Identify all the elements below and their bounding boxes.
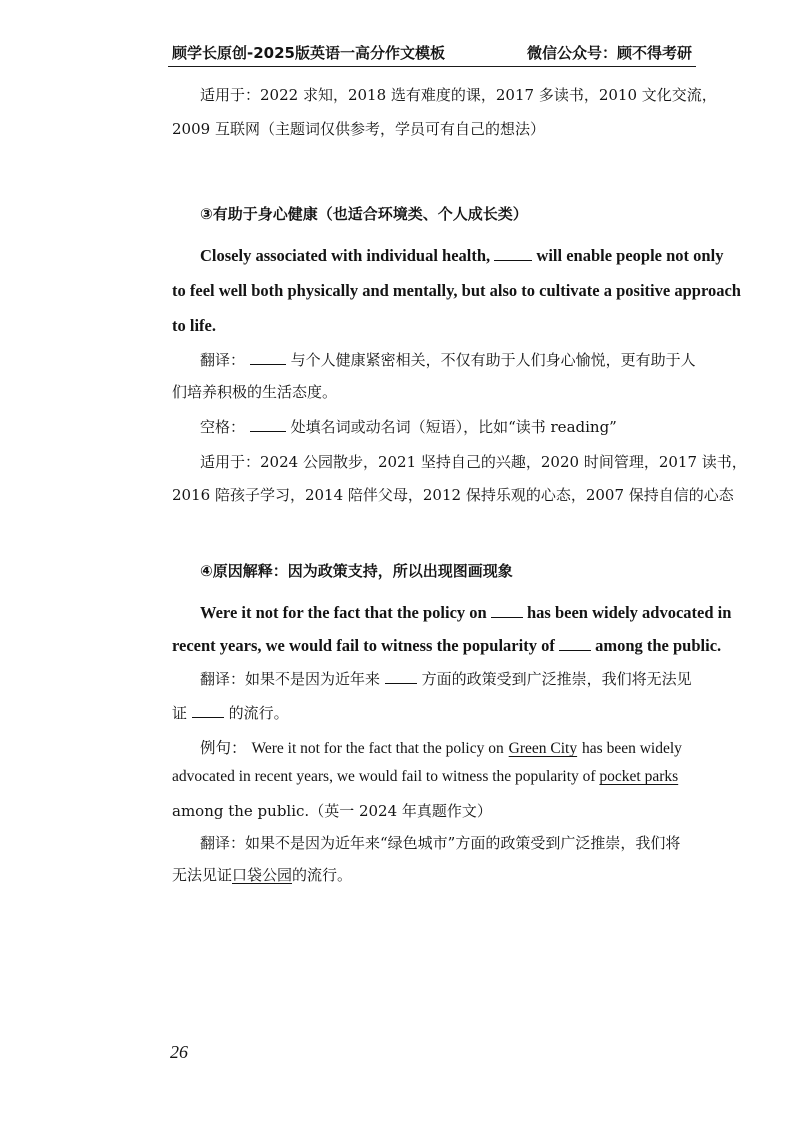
text-segment: Were it not for the fact that the policy on — [200, 603, 487, 622]
text-segment: 证 — [172, 704, 188, 722]
section-3-blank-note — [200, 416, 617, 437]
blank-line — [491, 616, 523, 618]
section-3-en-line-1 — [200, 246, 723, 266]
text-segment: among the public. — [595, 636, 722, 655]
page-header — [168, 36, 696, 67]
text-segment: 翻译：如果不是因为近年来 — [200, 670, 381, 688]
text-segment: Closely associated with individual health, — [200, 246, 491, 265]
section-4-en-line-2 — [172, 636, 721, 656]
section-3-en-line-2: to feel well both physically and mentally, but also to cultivate a positive approach — [172, 281, 741, 300]
text-segment: has been widely — [582, 740, 682, 757]
underlined-phrase: pocket parks — [599, 768, 679, 785]
blank-line — [559, 649, 591, 651]
section-3-en-line-3: to life. — [172, 316, 216, 335]
section-4-example-line-1 — [200, 736, 682, 758]
section-4-heading: ④原因解释：因为政策支持，所以出现图画现象 — [200, 562, 513, 580]
text-segment: Were it not for the fact that the policy on — [251, 740, 504, 757]
section-4-example-translation-1: 翻译：如果不是因为近年来“绿色城市”方面的政策受到广泛推崇，我们将 — [200, 834, 681, 852]
section-4-en-line-1 — [200, 603, 731, 623]
text-segment: has been widely advocated in — [526, 603, 732, 622]
text-segment: 方面的政策受到广泛推崇，我们将无法见 — [421, 670, 692, 688]
translation-label: 翻译： — [200, 351, 246, 369]
section-4-translation-2 — [172, 702, 289, 723]
header-wechat: 微信公众号：顾不得考研 — [526, 44, 692, 62]
section-3-heading: ③有助于身心健康（也适合环境类、个人成长类） — [200, 205, 528, 223]
header-title: 顾学长原创-2025版英语一高分作文模板 — [172, 44, 445, 62]
section-4-example-line-2 — [172, 768, 678, 786]
section-4-example-translation-2 — [172, 864, 352, 885]
text-segment: 的流行。 — [228, 704, 289, 722]
blank-line — [192, 716, 224, 718]
text-segment: advocated in recent years, we would fail to witness the popularity of — [172, 768, 596, 785]
section-3-apply-line-1: 适用于：2024 公园散步，2021 坚持自己的兴趣，2020 时间管理，2017 读书， — [200, 453, 747, 471]
blank-label: 空格： — [200, 418, 246, 436]
blank-line — [494, 259, 532, 261]
text-segment: 处填名词或动名词（短语），比如“读书 reading” — [290, 418, 617, 436]
section-3-translation-1 — [200, 349, 696, 370]
blank-line — [250, 363, 286, 365]
blank-line — [250, 430, 286, 432]
text-segment: will enable people not only — [536, 246, 724, 265]
page-number: 26 — [170, 1042, 188, 1062]
section-3-apply-line-2: 2016 陪孩子学习，2014 陪伴父母，2012 保持乐观的心态，2007 保持自信的心态 — [172, 486, 734, 504]
text-segment: recent years, we would fail to witness the popularity of — [172, 636, 555, 655]
text-segment: 无法见证 — [172, 866, 233, 884]
section-4-example-line-3: among the public.（英一 2024 年真题作文） — [172, 802, 492, 820]
section-4-translation-1 — [200, 668, 692, 689]
underlined-phrase: 口袋公园 — [232, 866, 293, 884]
example-label: 例句： — [200, 739, 247, 757]
blank-line — [385, 682, 417, 684]
underlined-phrase: Green City — [508, 740, 578, 757]
text-segment: 与个人健康紧密相关，不仅有助于人们身心愉悦，更有助于人 — [290, 351, 696, 369]
intro-line-1: 适用于：2022 求知，2018 选有难度的课，2017 多读书，2010 文化交流， — [200, 86, 717, 104]
section-3-translation-2: 们培养积极的生活态度。 — [172, 383, 338, 401]
text-segment: 的流行。 — [292, 866, 353, 884]
intro-line-2: 2009 互联网（主题词仅供参考，学员可有自己的想法） — [172, 120, 545, 138]
